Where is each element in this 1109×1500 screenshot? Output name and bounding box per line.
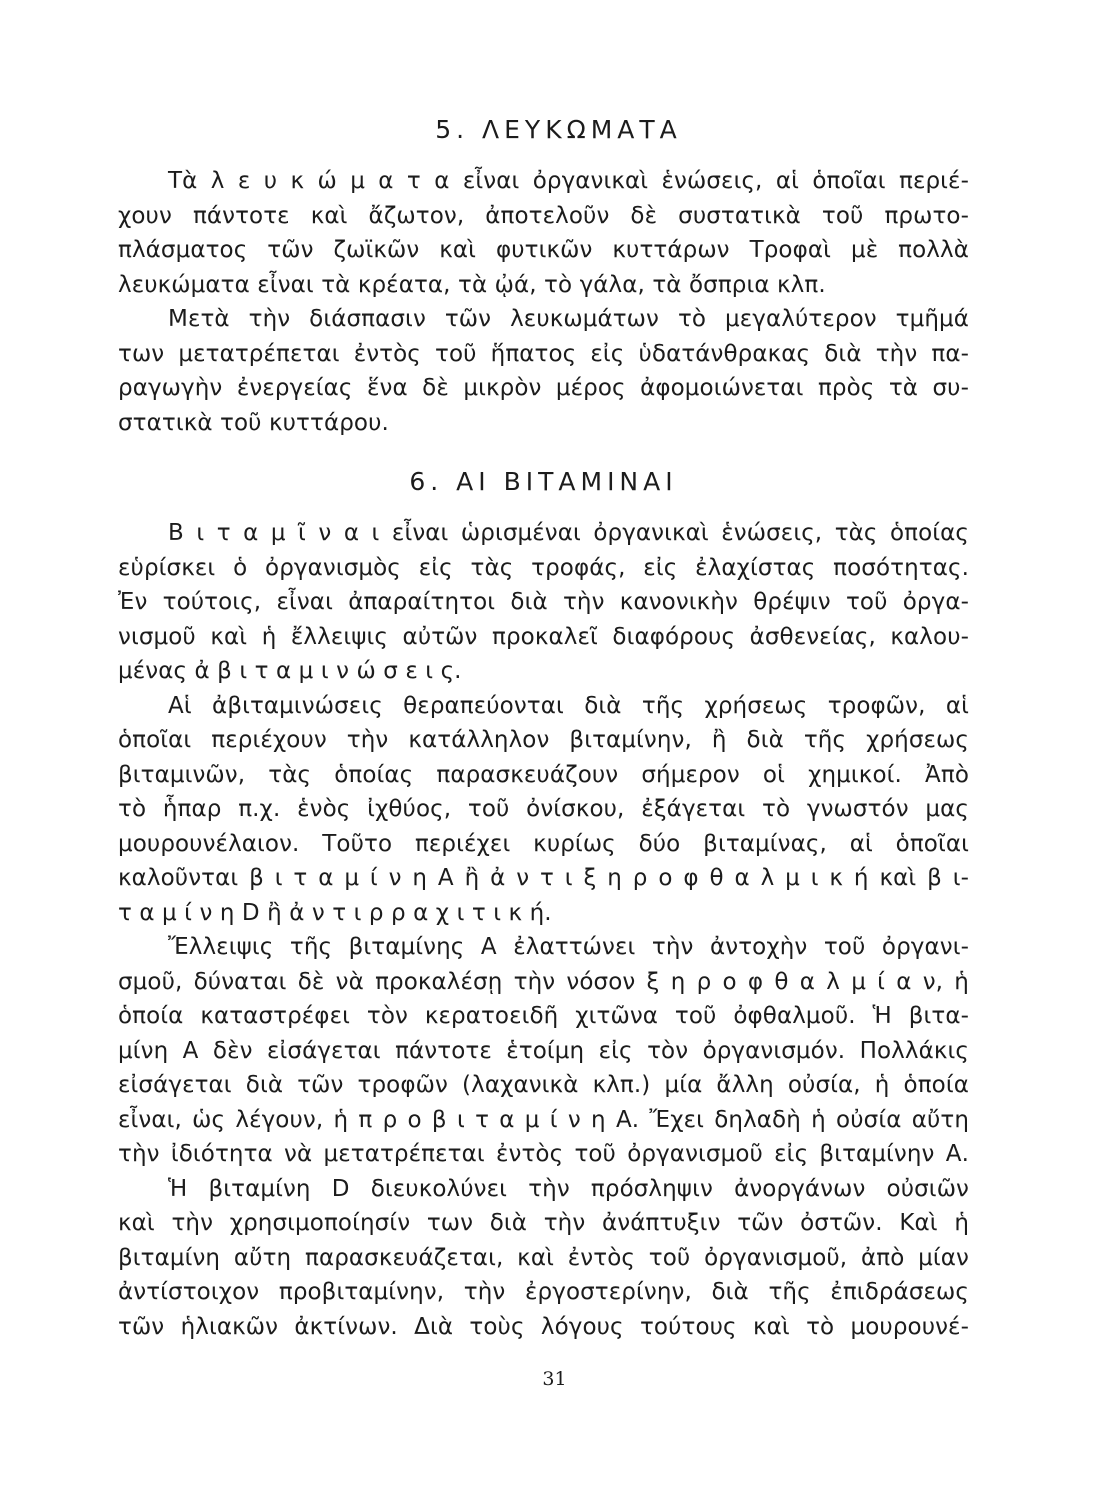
text-line: Β ι τ α μ ῖ ν α ι εἶναι ὡρισμέναι ὀργανικαὶ ἑνώσεις, τὰς ὁποίας: [168, 520, 969, 546]
text-line: ραγωγὴν ἐνεργείας ἕνα δὲ μικρὸν μέρος ἀφομοιώνεται πρὸς τὰ συ-: [118, 375, 969, 401]
section-heading-vitamins: 6. ΑΙ ΒΙΤΑΜΙΝΑΙ: [409, 467, 678, 496]
text-line: σμοῦ, δύναται δὲ νὰ προκαλέσῃ τὴν νόσον ξ η ρ ο φ θ α λ μ ί α ν, ἡ: [118, 968, 969, 995]
text-line: τῶν ἡλιακῶν ἀκτίνων. Διὰ τοὺς λόγους τούτους καὶ τὸ μουρουνέ-: [118, 1313, 969, 1340]
text-line: εὑρίσκει ὁ ὀργανισμὸς εἰς τὰς τροφάς, εἰς ἐλαχίστας ποσότητας.: [118, 554, 969, 581]
page-number: 31: [542, 1368, 567, 1390]
section-heading-proteins: 5. ΛΕΥΚΩΜΑΤΑ: [435, 115, 682, 144]
text-line: ὁποία καταστρέφει τὸν κερατοειδῆ χιτῶνα τοῦ ὀφθαλμοῦ. Ἡ βιτα-: [118, 1003, 969, 1029]
text-line: Αἱ ἀβιταμινώσεις θεραπεύονται διὰ τῆς χρήσεως τροφῶν, αἱ: [168, 692, 969, 719]
text-line: βιταμινῶν, τὰς ὁποίας παρασκευάζουν σήμερον οἱ χημικοί. Ἀπὸ: [118, 761, 969, 788]
text-line: Ἐν τούτοις, εἶναι ἀπαραίτητοι διὰ τὴν κανονικὴν θρέψιν τοῦ ὀργα-: [118, 589, 969, 615]
text-line: χουν πάντοτε καὶ ἄζωτον, ἀποτελοῦν δὲ συστατικὰ τοῦ πρωτο-: [118, 202, 969, 229]
text-line: καλοῦνται β ι τ α μ ί ν η Α ἢ ἀ ν τ ι ξ η ρ ο φ θ α λ μ ι κ ή καὶ β ι-: [118, 865, 969, 891]
text-line: μουρουνέλαιον. Τοῦτο περιέχει κυρίως δύο βιταμίνας, αἱ ὁποῖαι: [118, 830, 969, 857]
text-line: μένας ἀ β ι τ α μ ι ν ώ σ ε ι ς.: [118, 658, 462, 684]
text-line: στατικὰ τοῦ κυττάρου.: [118, 409, 389, 436]
text-line: πλάσματος τῶν ζωϊκῶν καὶ φυτικῶν κυττάρων Τροφαὶ μὲ πολλὰ: [118, 237, 969, 263]
text-line: Μετὰ τὴν διάσπασιν τῶν λευκωμάτων τὸ μεγαλύτερον τμῆμά: [168, 306, 969, 332]
text-line: ἀντίστοιχον προβιταμίνην, τὴν ἐργοστερίνην, διὰ τῆς ἐπιδράσεως: [118, 1279, 969, 1305]
text-line: βιταμίνη αὔτη παρασκευάζεται, καὶ ἐντὸς τοῦ ὀργανισμοῦ, ἀπὸ μίαν: [118, 1244, 969, 1271]
text-line: ὁποῖαι περιέχουν τὴν κατάλληλον βιταμίνην, ἢ διὰ τῆς χρήσεως: [118, 727, 969, 753]
text-line: εἰσάγεται διὰ τῶν τροφῶν (λαχανικὰ κλπ.) μία ἄλλη οὐσία, ἡ ὁποία: [118, 1072, 969, 1098]
section-body-proteins: [118, 164, 969, 440]
text-line: των μετατρέπεται ἐντὸς τοῦ ἥπατος εἰς ὑδατάνθρακας διὰ τὴν πα-: [118, 340, 969, 367]
text-line: τὸ ἧπαρ π.χ. ἑνὸς ἰχθύος, τοῦ ὀνίσκου, ἐξάγεται τὸ γνωστόν μας: [118, 796, 969, 822]
text-line: εἶναι, ὡς λέγουν, ἡ π ρ ο β ι τ α μ ί ν η Α. Ἔχει δηλαδὴ ἡ οὐσία αὔτη: [118, 1106, 969, 1133]
text-line: μίνη Α δὲν εἰσάγεται πάντοτε ἑτοίμη εἰς τὸν ὀργανισμόν. Πολλάκις: [118, 1037, 969, 1064]
text-line: νισμοῦ καὶ ἡ ἔλλειψις αὐτῶν προκαλεῖ διαφόρους ἀσθενείας, καλου-: [118, 623, 969, 650]
text-line: τὴν ἰδιότητα νὰ μετατρέπεται ἐντὸς τοῦ ὀργανισμοῦ εἰς βιταμίνην Α.: [118, 1141, 969, 1167]
text-line: Ἔλλειψις τῆς βιταμίνης Α ἐλαττώνει τὴν ἀντοχὴν τοῦ ὀργανι-: [168, 934, 969, 960]
text-line: τ α μ ί ν η D ἢ ἀ ν τ ι ρ ρ α χ ι τ ι κ ή.: [118, 899, 552, 926]
text-line: Τὰ λ ε υ κ ώ μ α τ α εἶναι ὀργανικαὶ ἑνώσεις, αἱ ὁποῖαι περιέ-: [168, 168, 969, 194]
text-line: λευκώματα εἶναι τὰ κρέατα, τὰ ᾠά, τὸ γάλα, τὰ ὄσπρια κλπ.: [118, 271, 826, 298]
text-line: καὶ τὴν χρησιμοποίησίν των διὰ τὴν ἀνάπτυξιν τῶν ὀστῶν. Καὶ ἡ: [118, 1210, 969, 1236]
section-body-vitamins: [118, 516, 969, 1344]
text-line: Ἡ βιταμίνη D διευκολύνει τὴν πρόσληψιν ἀνοργάνων οὐσιῶν: [168, 1175, 969, 1202]
